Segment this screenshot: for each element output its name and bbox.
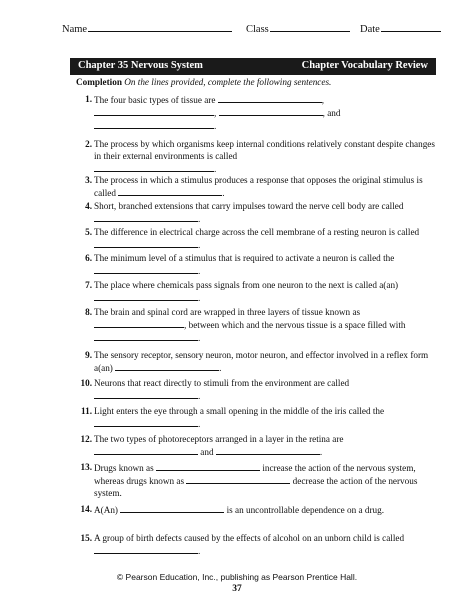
name-label: Name (62, 24, 88, 35)
date-label: Date (360, 24, 380, 35)
answer-blank[interactable] (94, 162, 214, 172)
question-12: 12. The two types of photoreceptors arranged in a layer in the retina are and . (80, 434, 344, 457)
instructions-title: Completion (76, 77, 122, 87)
question-2: 2. The process by which organisms keep internal conditions relatively constant despite changes in their external environments is called . (85, 139, 435, 174)
answer-blank[interactable] (94, 544, 198, 554)
date-field[interactable] (360, 22, 441, 35)
question-6: 6. The minimum level of a stimulus that is required to activate a neuron is called the . (85, 253, 395, 276)
answer-blank[interactable] (216, 445, 320, 455)
section-title: Chapter Vocabulary Review (301, 60, 428, 71)
question-8: 8. The brain and spinal cord are wrapped in three layers of tissue known as , between which and the nervous tissue is a space filled with . (85, 307, 406, 343)
answer-blank[interactable] (94, 291, 198, 301)
answer-blank[interactable] (186, 474, 290, 484)
question-15: 15. A group of birth defects caused by the effects of alcohol on an unborn child is called . (80, 533, 405, 556)
chapter-banner (70, 58, 436, 75)
question-9: 9. The sensory receptor, sensory neuron, motor neuron, and effector involved in a reflex form a(an) . (85, 350, 429, 373)
answer-blank[interactable] (120, 503, 224, 513)
question-4: 4. Short, branched extensions that carry impulses toward the nerve cell body are called . (85, 201, 404, 224)
student-info-header (62, 22, 436, 38)
question-1: 1. The four basic types of tissue are , , , and . (76, 93, 436, 132)
answer-blank[interactable] (94, 238, 198, 248)
instructions-text: On the lines provided, complete the following sentences. (124, 77, 332, 87)
answer-blank[interactable] (118, 186, 222, 196)
page-number: 37 (232, 584, 242, 594)
answer-blank[interactable] (218, 93, 322, 103)
question-3: 3. The process in which a stimulus produces a response that opposes the original stimulus is called . (85, 175, 423, 198)
answer-blank[interactable] (94, 212, 198, 222)
chapter-title: Chapter 35 Nervous System (78, 60, 203, 71)
question-number: 1. (85, 94, 92, 104)
question-10: 10. Neurons that react directly to stimuli from the environment are called . (80, 378, 350, 401)
answer-blank[interactable] (94, 389, 198, 399)
answer-blank[interactable] (94, 318, 184, 328)
answer-blank[interactable] (156, 461, 260, 471)
answer-blank[interactable] (94, 264, 198, 274)
name-field[interactable] (62, 22, 232, 35)
class-label: Class (246, 24, 269, 35)
answer-blank[interactable] (94, 106, 214, 116)
answer-blank[interactable] (94, 417, 198, 427)
answer-blank[interactable] (115, 361, 219, 371)
copyright-footer: © Pearson Education, Inc., publishing as Pearson Prentice Hall. (116, 572, 358, 582)
answer-blank[interactable] (94, 445, 198, 455)
class-field[interactable] (246, 22, 350, 35)
question-5: 5. The difference in electrical charge across the cell membrane of a resting neuron is called . (85, 227, 420, 250)
answer-blank[interactable] (94, 119, 214, 129)
question-7: 7. The place where chemicals pass signals from one neuron to the next is called a(an) . (85, 280, 399, 303)
instructions (76, 77, 436, 87)
question-13: 13. Drugs known as increase the action of the nervous system, whereas drugs known as decrease the action of the nervous system. (80, 462, 418, 498)
answer-blank[interactable] (219, 106, 323, 116)
answer-blank[interactable] (94, 331, 198, 341)
question-14: 14. A(An) is an uncontrollable dependence on a drug. (80, 504, 384, 515)
question-11: 11. Light enters the eye through a small opening in the middle of the iris called the . (81, 406, 385, 429)
